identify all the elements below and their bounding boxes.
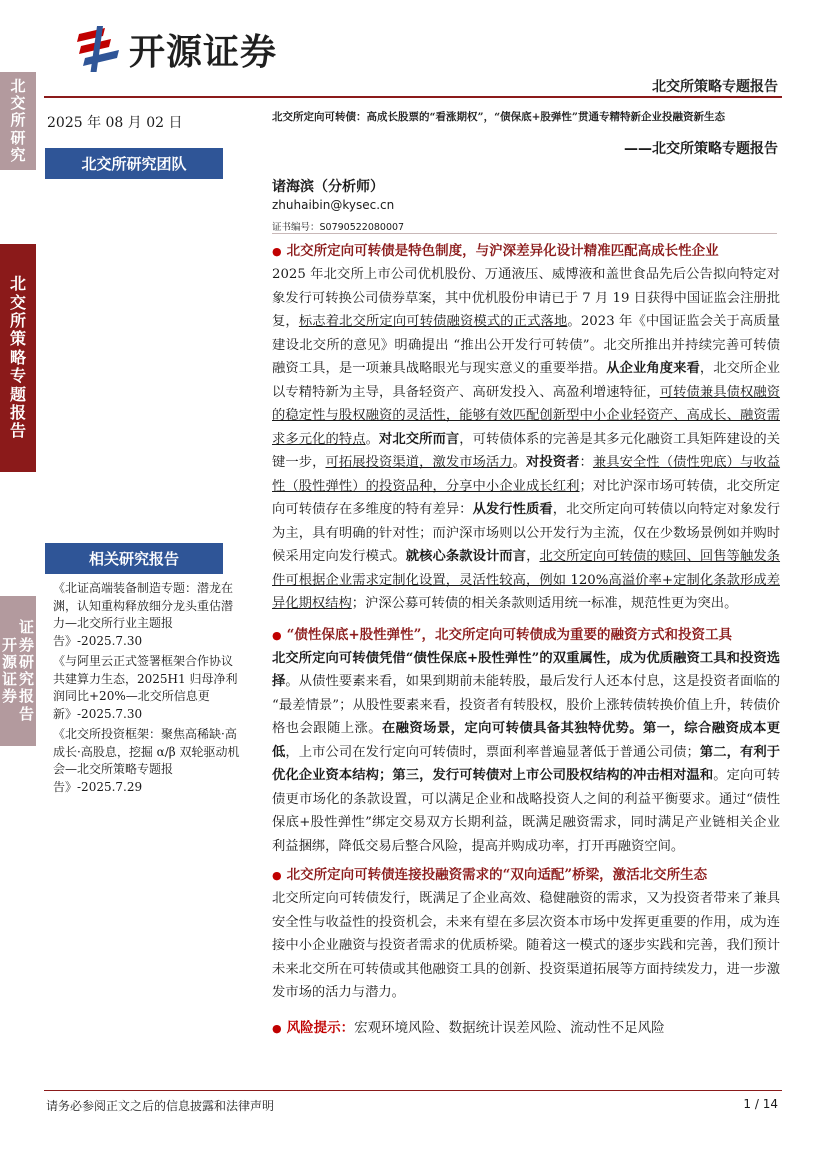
bullet-icon: ●: [272, 245, 282, 258]
tab-char: 交: [10, 94, 26, 113]
tab-char: 研: [19, 652, 35, 671]
side-tab-strategy: [0, 244, 36, 472]
side-tab-brokerage: [0, 596, 36, 746]
analyst-cert: 证书编号：S0790522080007: [272, 222, 405, 233]
tab-char: 题: [9, 384, 26, 404]
tab-char: 报: [19, 687, 35, 706]
section-heading: ● “债性保底+股性弹性”，北交所定向可转债成为重要的融资方式和投资工具: [272, 626, 732, 643]
tab-char: 报: [9, 402, 26, 422]
section-body: 北交所定向可转债凭借“债性保底+股性弹性”的双重属性，成为优质融资工具和投资选择。从债性要素来看，如果到期前未能转股，最后发行人还本付息，这是投资者面临的 “最差情景”；从股性要素来看，投资者有转股权，股价上涨转债转换价值上升，转债价格也会跟随上涨。在融资场景，定向可转债具备其独特优势。第一，综合融资成本更低，上市公司在发行定向可转债时，票面利率普遍显著低于普通公司债；第二，有利于优化企业资本结构；第三，发行可转债对上市公司股权结构的冲击相对温和。定向可转债更市场化的条款设置，可以满足企业和战略投资人之间的利益平衡要求。通过“债性保底+股性弹性”绑定交易双方长期利益，既满足融资需求，同时满足产业链相关企业利益捆绑，降低交易后整合风险，提高并购成功率，打开再融资空间。: [272, 650, 781, 854]
tab-char: 券: [1, 687, 17, 706]
section-heading: ● 北交所定向可转债连接投融资需求的“双向适配”桥梁，激活北交所生态: [272, 867, 708, 883]
tab-char: 究: [10, 145, 26, 164]
tab-char: 告: [9, 421, 26, 441]
analyst-name: 诸海滨（分析师）: [272, 179, 384, 195]
tab-char: 证: [19, 618, 35, 637]
tab-char: 源: [1, 652, 17, 671]
tab-char: 交: [9, 292, 26, 312]
report-series-title: ——北交所策略专题报告: [624, 141, 778, 157]
side-tab-research: [0, 72, 36, 170]
tab-char: 告: [19, 704, 35, 723]
header-divider: [44, 96, 782, 98]
main-content: [272, 240, 780, 1040]
analyst-email[interactable]: zhuhaibin@kysec.cn: [272, 198, 395, 212]
page-number: 1 / 14: [743, 1097, 778, 1111]
bullet-icon: ●: [272, 628, 282, 642]
tab-char: 究: [19, 670, 35, 688]
tab-char: 专: [9, 366, 26, 386]
tab-char: 券: [19, 635, 35, 654]
bullet-icon: ●: [272, 1021, 282, 1035]
related-reports-list: [53, 580, 241, 799]
risk-note: ● 风险提示：宏观环境风险、数据统计误差风险、流动性不足风险: [272, 1019, 665, 1036]
tab-char: 所: [9, 311, 26, 331]
team-header: 北交所研究团队: [45, 148, 223, 179]
section-body: 2025 年北交所上市公司优机股份、万通液压、威博液和盖世食品先后公告拟向特定对象发行可转换公司债券草案，其中优机股份申请已于 7 月 19 日获得中国证监会注册批复，标志着北交所定向可转债融资模式的正式落地。2023 年《中国证监会关于高质量建设北交所的意见》明确提出 “推出公开发行可转债”。北交所推出并持续完善可转债融资工具，是一项兼具战略眼光与现实意义的重要举措。从企业角度来看，北交所企业以专精特新为主导，具备轻资产、高研发投入、高盈利增速特征，可转债兼具债权融资的稳定性与股权融资的灵活性，能够有效匹配创新型中小企业轻资产、高成长、融资需求多元化的特点。对北交所而言，可转债体系的完善是其多元化融资工具矩阵建设的关键一步，可拓展投资渠道，激发市场活力。对投资者：兼具安全性（债性兜底）与收益性（股性弹性）的投资品种，分享中小企业成长红利；对比沪深市场可转债，北交所定向可转债存在多维度的特有差异：从发行性质看，北交所定向可转债以向特定对象发行为主，具有明确的针对性；而沪深市场则以公开发行为主流，仅在少数场景例如并购时候采用定向发行模式。就核心条款设计而言，北交所定向可转债的赎回、回售等触发条件可根据企业需求定制化设置，灵活性较高，例如 120%高溢价率+定制化条款形成差异化期权结构；沪深公募可转债的相关条款则适用统一标准，规范性更为突出。: [272, 267, 781, 611]
related-report-link[interactable]: 《北证高端装备制造专题：潜龙在渊，认知重构释放细分龙头重估潜力—北交所行业主题报告》-2025.7.30: [53, 581, 234, 648]
report-date: 2025 年 08 月 02 日: [47, 115, 183, 131]
brand-logo: [75, 26, 277, 72]
report-series-label: 北交所策略专题报告: [652, 79, 778, 95]
tab-char: 北: [10, 76, 26, 95]
tab-char: 北: [9, 274, 26, 294]
related-report-link[interactable]: 《北交所投资框架：聚焦高稀缺·高成长·高股息，挖掘 α/β 双轮驱动机会—北交所策略专题报告》-2025.7.29: [53, 727, 240, 794]
tab-char: 策: [9, 329, 26, 349]
report-subtitle: 北交所定向可转债：高成长股票的“看涨期权”，“债保底+股弹性”贯通专精特新企业投融资新生态: [272, 111, 725, 123]
footer-disclaimer: 请务必参阅正文之后的信息披露和法律声明: [46, 1099, 275, 1113]
section-body: 北交所定向可转债发行，既满足了企业高效、稳健融资的需求，又为投资者带来了兼具安全性与收益性的投资机会，未来有望在多层次资本市场中发挥更重要的作用，成为连接中小企业融资与投资者需求的优质桥梁。随着这一模式的逐步实践和完善，我们预计未来北交所在可转债或其他融资工具的创新、投资渠道拓展等方面持续发力，进一步激发市场的活力与潜力。: [272, 891, 780, 1000]
related-report-link[interactable]: 《与阿里云正式签署框架合作协议共建算力生态，2025H1 归母净利润同比+20%—北交所信息更新》-2025.7.30: [53, 654, 238, 721]
tab-char: 略: [9, 347, 26, 367]
tab-char: 研: [10, 128, 26, 147]
tab-char: 所: [10, 111, 26, 130]
analyst-divider: [272, 233, 777, 234]
section-heading: ● 北交所定向可转债是特色制度，与沪深差异化设计精准匹配高成长性企业: [272, 243, 719, 259]
related-reports-header: 相关研究报告: [45, 543, 223, 574]
brand-name: 开源证券: [129, 31, 278, 73]
tab-char: 开: [1, 635, 17, 654]
bullet-icon: ●: [272, 869, 282, 882]
tab-char: 证: [1, 670, 17, 688]
footer-divider: [44, 1090, 782, 1091]
brand-mark-icon: [75, 26, 125, 72]
